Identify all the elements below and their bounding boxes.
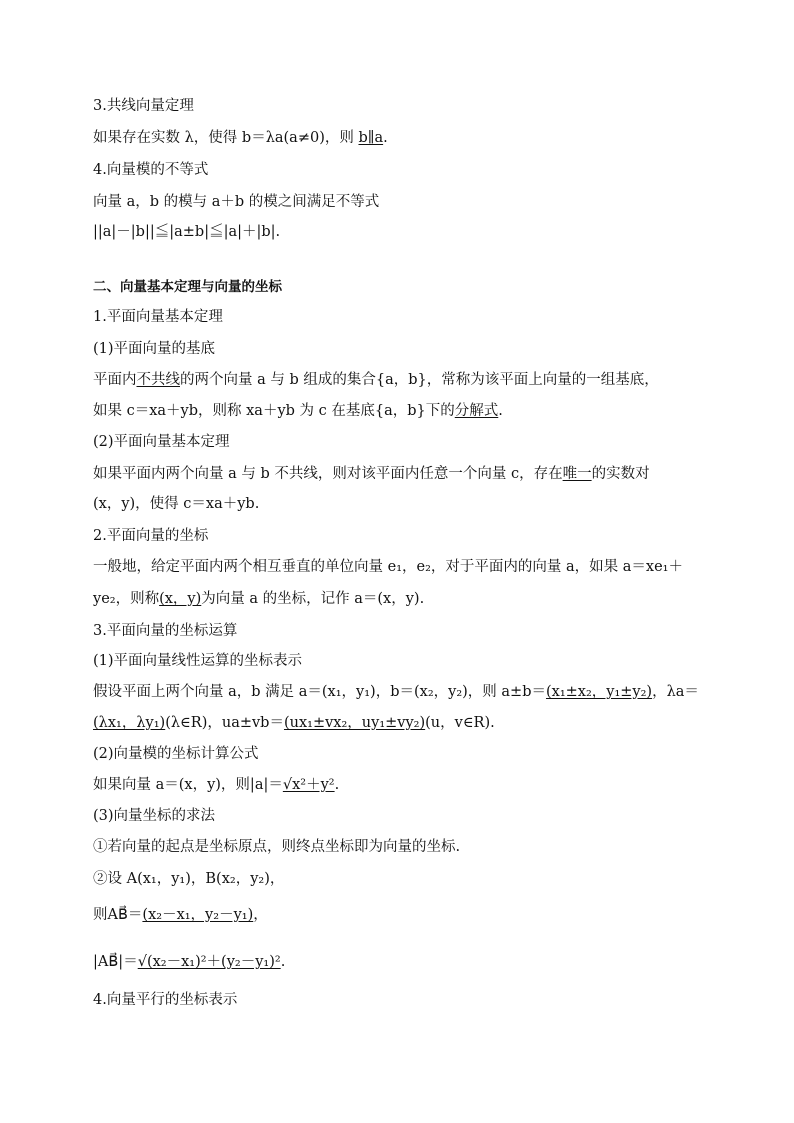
- text-segment: |AB⃗|＝: [93, 954, 138, 970]
- text-segment: 3.共线向量定理: [93, 98, 194, 114]
- heading-coordinate-operations: [93, 621, 237, 641]
- text-segment: (u，v∈R).: [425, 715, 495, 731]
- text-segment: 假设平面上两个向量 a，b 满足 a＝(x₁，y₁)，b＝(x₂，y₂)，则 a±b＝: [93, 684, 546, 700]
- text-segment: 的实数对: [591, 466, 650, 482]
- text-segment: ①若向量的起点是坐标原点，则终点坐标即为向量的坐标.: [93, 839, 461, 855]
- text-segment: 向量 a，b 的模与 a＋b 的模之间满足不等式: [93, 194, 380, 210]
- text-segment: 的两个向量 a 与 b 组成的集合{a，b}，常称为该平面上向量的一组基底，: [180, 372, 659, 388]
- text-line: [93, 775, 339, 795]
- answer-blank: 唯一: [562, 466, 592, 482]
- text-segment: (1)平面向量线性运算的坐标表示: [93, 653, 303, 669]
- text-segment: .: [334, 777, 340, 793]
- subheading-modulus-formula: [93, 744, 259, 764]
- text-segment: (1)平面向量的基底: [93, 341, 216, 357]
- text-segment: 3.平面向量的坐标运算: [93, 623, 238, 639]
- text-segment: (x，y)，使得 c＝xa＋yb.: [93, 496, 260, 512]
- text-segment: ，λa＝: [652, 684, 699, 700]
- text-segment: ，: [253, 907, 268, 923]
- answer-blank: 不共线: [136, 372, 180, 388]
- subheading-basic-theorem: [93, 432, 230, 452]
- text-segment: 4.向量模的不等式: [93, 162, 209, 178]
- text-line: [93, 464, 650, 484]
- text-segment: 2.平面向量的坐标: [93, 528, 209, 544]
- heading-coordinates: [93, 526, 208, 546]
- answer-blank: √x²＋y²: [282, 777, 335, 793]
- heading-parallel-coordinates: [93, 990, 237, 1010]
- text-line: [93, 589, 424, 609]
- text-segment: ||a|－|b||≦|a±b|≦|a|＋|b|.: [93, 224, 281, 240]
- text-segment: (λ∈R)，ua±vb＝: [165, 715, 284, 731]
- text-line: [93, 682, 699, 702]
- text-segment: 1.平面向量基本定理: [93, 309, 223, 325]
- answer-blank: √(x₂－x₁)²＋(y₂－y₁)²: [137, 954, 281, 970]
- text-segment: .: [498, 403, 503, 419]
- heading-collinear-theorem: [93, 96, 194, 116]
- text-segment: 为向量 a 的坐标，记作 a＝(x，y).: [201, 591, 425, 607]
- text-line: [93, 952, 285, 972]
- answer-blank: (x，y): [159, 591, 202, 607]
- subheading-basis: [93, 339, 215, 359]
- text-line: [93, 557, 683, 577]
- text-segment: .: [383, 130, 388, 146]
- text-segment: 则AB⃗＝: [93, 907, 143, 923]
- text-line: [93, 494, 259, 514]
- text-segment: .: [280, 954, 286, 970]
- text-segment: 平面内: [93, 372, 137, 388]
- text-line: [93, 905, 268, 925]
- text-line: [93, 401, 503, 421]
- text-segment: 二、向量基本定理与向量的坐标: [93, 279, 282, 295]
- text-segment: 4.向量平行的坐标表示: [93, 992, 238, 1008]
- text-line: [93, 713, 495, 733]
- subheading-coordinate-method: [93, 806, 215, 826]
- text-segment: 一般地，给定平面内两个相互垂直的单位向量 e₁，e₂，对于平面内的向量 a，如果 a＝xe₁＋: [93, 559, 683, 575]
- text-segment: (2)向量模的坐标计算公式: [93, 746, 259, 762]
- text-segment: 如果存在实数 λ，使得 b＝λa(a≠0)，则: [93, 130, 359, 146]
- answer-blank: (ux₁±vx₂，uy₁±vy₂): [283, 715, 426, 731]
- answer-blank: 分解式: [454, 403, 499, 419]
- section-title: [93, 277, 282, 297]
- text-line: [93, 869, 284, 889]
- answer-blank: (x₂－x₁，y₂－y₁): [142, 907, 254, 923]
- text-segment: (3)向量坐标的求法: [93, 808, 216, 824]
- answer-blank: b∥a: [358, 130, 384, 146]
- answer-blank: (x₁±x₂，y₁±y₂): [545, 684, 653, 700]
- answer-blank: (λx₁，λy₁): [93, 715, 166, 731]
- text-segment: 如果向量 a＝(x，y)，则|a|＝: [93, 777, 283, 793]
- text-line: [93, 837, 460, 857]
- text-segment: 如果 c＝xa＋yb，则称 xa＋yb 为 c 在基底{a，b}下的: [93, 403, 455, 419]
- text-segment: 如果平面内两个向量 a 与 b 不共线，则对该平面内任意一个向量 c，存在: [93, 466, 563, 482]
- text-segment: ②设 A(x₁，y₁)，B(x₂，y₂)，: [93, 871, 285, 887]
- text-segment: ye₂，则称: [93, 591, 160, 607]
- text-line: [93, 370, 659, 390]
- text-line: [93, 192, 379, 212]
- text-line: [93, 128, 388, 148]
- text-segment: (2)平面向量基本定理: [93, 434, 230, 450]
- formula-line: [93, 222, 280, 242]
- heading-modulus-inequality: [93, 160, 208, 180]
- heading-basic-theorem: [93, 307, 223, 327]
- subheading-linear-ops: [93, 651, 302, 671]
